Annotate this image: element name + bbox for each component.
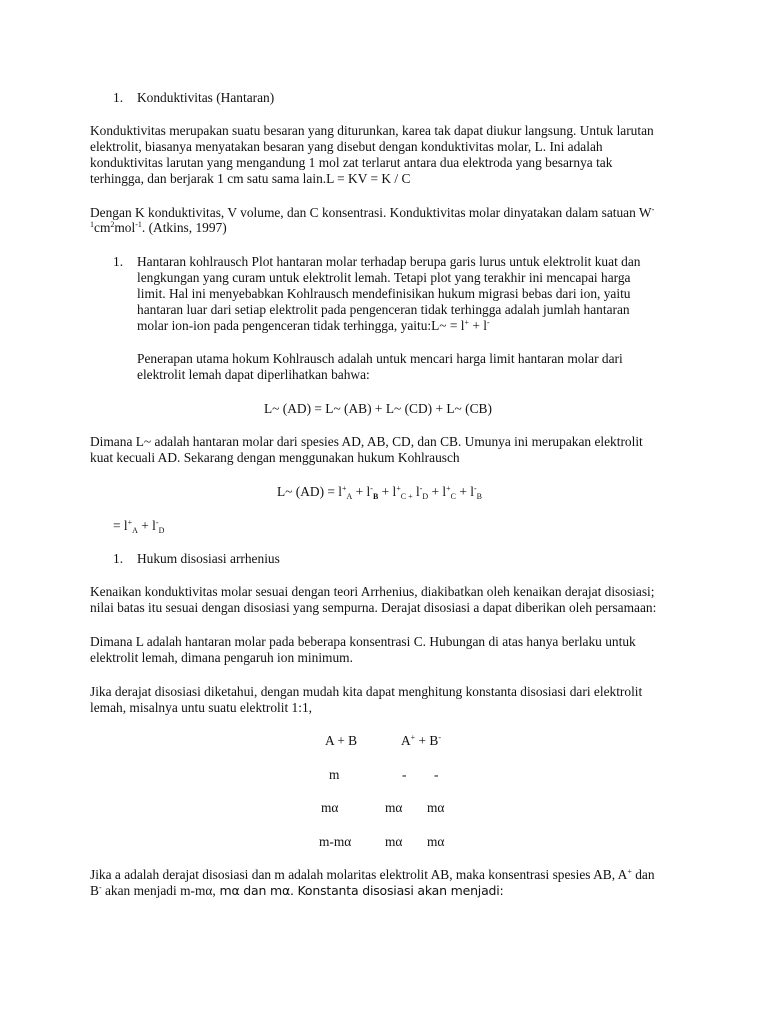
equation-result: = $l^+_A + l^-_D$ <box>113 518 165 535</box>
paragraph-line: konduktivitas larutan yang mengandung 1 mol zat terlarut antara dua elektroda yang besarnya tak <box>90 155 613 170</box>
table-cell: mα <box>385 800 403 815</box>
list-item-line: lengkungan yang curam untuk elektrolit lemah. Tetapi plot yang terakhir ini mencapai harga <box>137 270 631 285</box>
paragraph-line: Jika a adalah derajat disosiasi dan m adalah molaritas elektrolit AB, maka konsentrasi spesies AB, A+ dan <box>90 867 655 882</box>
equation-kohlrausch-sum: L~ (AD) = L~ (AB) + L~ (CD) + L~ (CB) <box>264 401 492 416</box>
list-item-line: hantaran luar dari setiap elektrolit pada pengenceran tidak terhingga adalah jumlah hantaran <box>137 302 630 317</box>
paragraph-line: Kenaikan konduktivitas molar sesuai dengan teori Arrhenius, diakibatkan oleh kenaikan derajat disosiasi; <box>90 584 655 599</box>
paragraph-line: Penerapan utama hokum Kohlrausch adalah untuk mencari harga limit hantaran molar dari <box>137 351 623 366</box>
table-cell: - <box>434 767 439 782</box>
equation-ionic-sum: L~ $(AD) = l^+_A + l^-_B + l^+_{C +}$ $l^-_D + l^+_C + l^-_B$ <box>277 484 482 501</box>
section-heading-conductivity <box>113 90 274 106</box>
paragraph-line: Dimana L adalah hantaran molar pada beberapa konsentrasi C. Hubungan di atas hanya berlaku untuk <box>90 634 636 649</box>
list-number: 1. <box>113 90 124 105</box>
heading-text: Hukum disosiasi arrhenius <box>137 551 280 566</box>
paragraph-line: elektrolit lemah, dimana pengaruh ion minimum. <box>90 650 353 665</box>
paragraph-line: elektrolit, biasanya menyatakan besaran yang disebut dengan konduktivitas molar, L. Ini adalah <box>90 139 603 154</box>
paragraph-line: Konduktivitas merupakan suatu besaran yang diturunkan, karea tak dapat diukur langsung. Untuk larutan <box>90 123 654 138</box>
table-cell: m <box>329 767 340 782</box>
paragraph-line: Dimana L~ adalah hantaran molar dari spesies AD, AB, CD, dan CB. Umunya ini merupakan elektrolit <box>90 434 643 449</box>
list-item-line: molar ion-ion pada pengenceran tidak terhingga, yaitu:L~ = l+ + l- <box>137 318 490 333</box>
list-item-kohlrausch: 1. Hantaran kohlrausch Plot hantaran molar terhadap berupa garis lurus untuk elektrolit kuat dan <box>113 254 641 269</box>
table-cell: mα <box>385 834 403 849</box>
paragraph-line: Dengan K konduktivitas, V volume, dan C konsentrasi. Konduktivitas molar dinyatakan dalam satuan W- <box>90 205 655 220</box>
list-number: 1. <box>113 254 124 269</box>
table-cell: - <box>402 767 407 782</box>
table-cell: m-mα <box>319 834 352 849</box>
paragraph-line: Jika derajat disosiasi diketahui, dengan mudah kita dapat menghitung konstanta disosiasi dari elektrolit <box>90 684 643 699</box>
paragraph-line: kuat kecuali AD. Sekarang dengan menggunakan hukum Kohlrausch <box>90 450 460 465</box>
paragraph-line: nilai batas itu sesuai dengan disosiasi yang sempurna. Derajat disosiasi a dapat diberikan oleh persamaan: <box>90 600 657 615</box>
paragraph-line: lemah, misalnya untu suatu elektrolit 1:1, <box>90 700 313 715</box>
table-cell: mα <box>427 800 445 815</box>
table-cell-reactants: A + B <box>325 733 358 748</box>
table-cell-products: A+ + B- <box>401 733 442 748</box>
section-heading-arrhenius <box>113 551 280 567</box>
heading-text: Konduktivitas (Hantaran) <box>137 90 275 105</box>
paragraph-line: B- akan menjadi m-mα, mα dan mα. Konstanta disosiasi akan menjadi: <box>90 883 504 898</box>
list-item-line: limit. Hal ini menyebabkan Kohlrausch mendefinisikan hukum migrasi bebas dari ion, yaitu <box>137 286 631 301</box>
paragraph-line: elektrolit lemah dapat diperlihatkan bahwa: <box>137 367 370 382</box>
table-cell: mα <box>427 834 445 849</box>
table-cell: mα <box>321 800 339 815</box>
paragraph-line: $^1cm^2mol^{-1}$. (Atkins, 1997) <box>90 220 227 235</box>
list-number: 1. <box>113 551 124 566</box>
paragraph-line: terhingga, dan berjarak 1 cm satu sama lain.L = KV = K / C <box>90 171 411 186</box>
